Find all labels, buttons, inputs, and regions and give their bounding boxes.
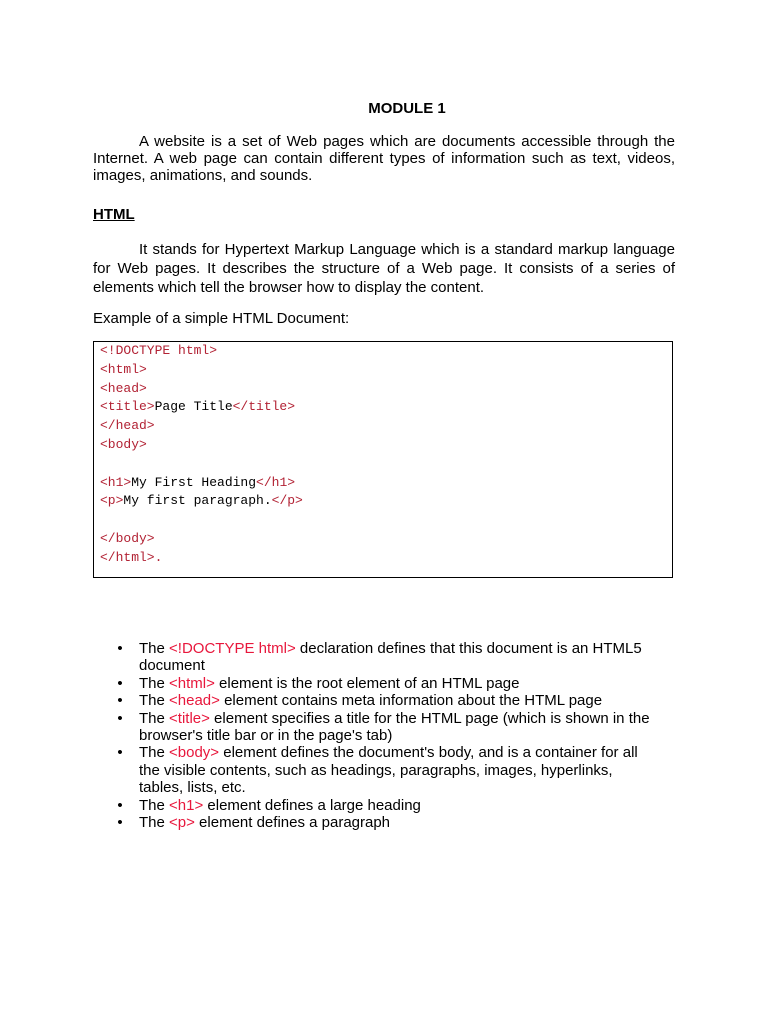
bullet-suffix: element is the root element of an HTML page	[214, 674, 520, 692]
html-section-heading: HTML	[93, 206, 135, 223]
bullet-suffix: element defines a large heading	[203, 796, 421, 814]
bullet-tag: <!DOCTYPE html>	[169, 640, 296, 657]
bullet-prefix: The	[139, 709, 170, 727]
bullet-suffix: element specifies a title for the HTML page (which is shown in the browser's title bar or in the page's tab)	[139, 709, 650, 745]
list-item	[115, 744, 655, 796]
code-tag: <h1>	[100, 474, 132, 490]
list-item	[115, 710, 655, 745]
code-line	[100, 342, 666, 361]
list-item	[115, 692, 655, 709]
module-title: MODULE 1	[368, 100, 446, 117]
bullet-prefix: The	[139, 674, 170, 692]
bullet-prefix: The	[139, 796, 170, 814]
code-tag: </h1>	[256, 474, 296, 490]
code-tag: </body>	[100, 530, 155, 546]
code-tag: .	[154, 549, 163, 565]
code-line	[100, 398, 666, 417]
intro-line: A website is a set of Web pages which are documents accessible through the	[139, 133, 675, 150]
intro-line: images, animations, and sounds.	[93, 167, 313, 184]
bullet-icon: •	[117, 796, 123, 814]
bullet-tag: <title>	[169, 709, 210, 727]
code-line	[100, 455, 666, 474]
bullet-suffix: element defines a paragraph	[194, 814, 391, 832]
html-description-line: for Web pages. It describes the structure of a Web page. It consists of a series of	[93, 260, 675, 277]
code-line	[100, 549, 666, 568]
code-tag: </html>	[100, 549, 155, 565]
html-description-line: elements which tell the browser how to display the content.	[93, 279, 485, 296]
code-text: My First Heading	[131, 474, 257, 490]
bullet-prefix: The	[139, 640, 170, 657]
code-line	[100, 436, 666, 455]
code-text: Page Title	[154, 399, 233, 415]
element-explanation-list	[115, 640, 655, 831]
code-tag: </head>	[100, 418, 155, 434]
code-tag: </p>	[271, 493, 303, 509]
bullet-prefix: The	[139, 692, 170, 710]
bullet-suffix: declaration defines that this document is an HTML5 document	[139, 640, 642, 675]
code-tag: </title>	[232, 399, 296, 415]
bullet-icon: •	[117, 640, 123, 657]
code-line	[100, 417, 666, 436]
code-tag: <p>	[100, 493, 124, 509]
bullet-prefix: The	[139, 744, 170, 762]
bullet-icon: •	[117, 744, 123, 762]
bullet-suffix: element contains meta information about the HTML page	[219, 692, 603, 710]
code-line	[100, 380, 666, 399]
bullet-tag: <body>	[169, 744, 220, 762]
bullet-icon: •	[117, 674, 123, 692]
code-tag: <title>	[100, 399, 155, 415]
bullet-suffix: element defines the document's body, and is a container for all the visible contents, such as headings, paragraphs, images, hyperlinks, tables, lists, etc.	[139, 744, 638, 797]
code-text: My first paragraph.	[123, 493, 272, 509]
bullet-tag: <p>	[169, 814, 195, 832]
bullet-icon: •	[117, 814, 123, 832]
list-item	[115, 797, 655, 814]
intro-line: Internet. A web page can contain different types of information such as text, videos,	[93, 150, 675, 167]
bullet-tag: <h1>	[169, 796, 204, 814]
code-line	[100, 361, 666, 380]
code-tag: <body>	[100, 436, 147, 452]
bullet-prefix: The	[139, 814, 170, 832]
code-tag: <!DOCTYPE html>	[100, 343, 218, 358]
list-item	[115, 640, 655, 675]
code-line	[100, 530, 666, 549]
bullet-icon: •	[117, 709, 123, 727]
bullet-tag: <head>	[169, 692, 220, 710]
html-description-line: It stands for Hypertext Markup Language which is a standard markup language	[139, 241, 675, 258]
code-tag: <head>	[100, 380, 147, 396]
code-line	[100, 511, 666, 530]
code-line	[100, 474, 666, 493]
code-line	[100, 492, 666, 511]
bullet-tag: <html>	[169, 674, 215, 692]
example-label: Example of a simple HTML Document:	[93, 310, 350, 327]
list-item	[115, 814, 655, 831]
code-tag: <html>	[100, 361, 147, 377]
bullet-icon: •	[117, 692, 123, 710]
list-item	[115, 675, 655, 692]
code-example-box	[93, 341, 673, 578]
intro-paragraph	[93, 133, 675, 184]
html-description-paragraph	[93, 240, 675, 297]
